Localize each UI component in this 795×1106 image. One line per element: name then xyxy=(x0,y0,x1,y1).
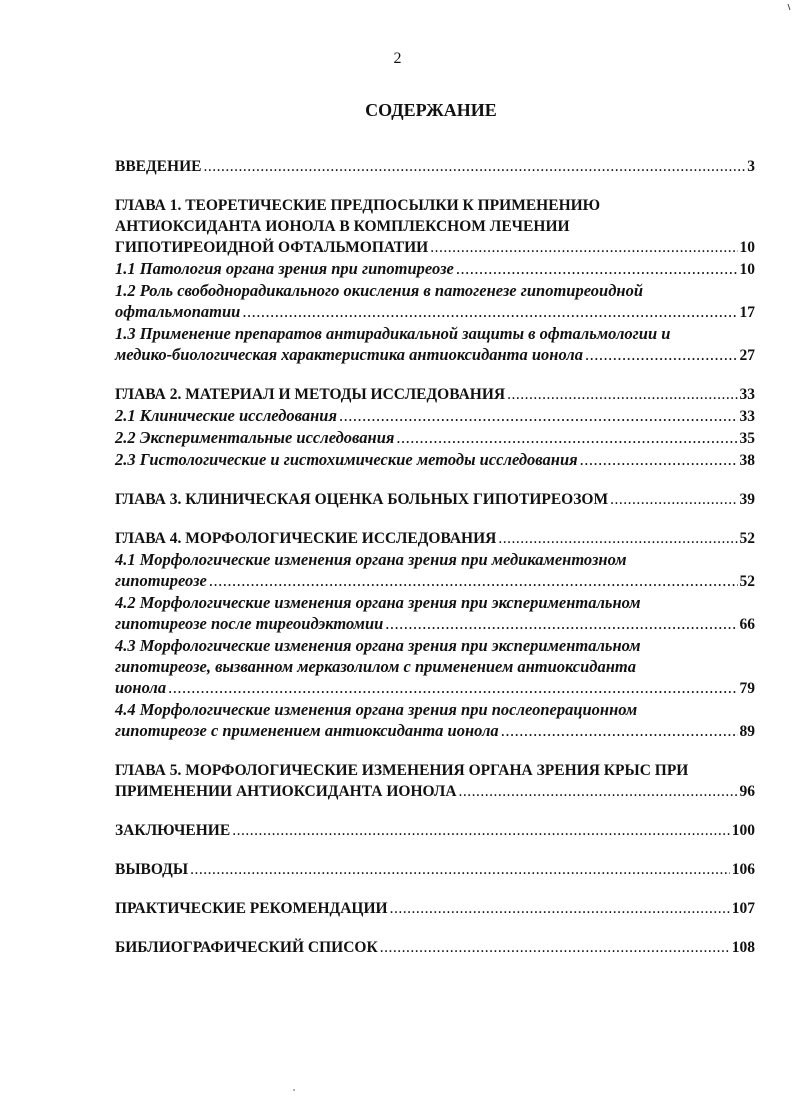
toc-page-number: 35 xyxy=(739,430,755,447)
toc-page-number: 10 xyxy=(739,261,755,278)
toc-page-number: 3 xyxy=(747,158,755,175)
toc-page-number: 33 xyxy=(739,408,755,425)
toc-entry-text: ЗАКЛЮЧЕНИЕ xyxy=(115,822,231,839)
scan-speck xyxy=(788,4,790,10)
toc-entry-text: 1.2 Роль свободнорадикального окисления в патогенезе гипотиреоидной xyxy=(115,281,644,300)
toc-entry-text: 2.1 Клинические исследования xyxy=(115,406,337,425)
toc-entry-text: ВЫВОДЫ xyxy=(115,861,189,878)
toc-entry-text: 2.3 Гистологические и гистохимические методы исследования xyxy=(115,450,578,469)
toc-page-number: 89 xyxy=(739,723,755,740)
toc-page-number: 108 xyxy=(731,939,755,956)
page-number: 2 xyxy=(393,50,402,67)
toc-page-number: 107 xyxy=(731,900,755,917)
toc-entry-text: ГЛАВА 5. МОРФОЛОГИЧЕСКИЕ ИЗМЕНЕНИЯ ОРГАНА ЗРЕНИЯ КРЫС ПРИ xyxy=(115,762,689,779)
toc-page-number: 52 xyxy=(739,573,755,590)
toc-entry-text: 4.3 Морфологические изменения органа зрения при экспериментальном xyxy=(115,636,641,655)
toc-page-number: 106 xyxy=(731,861,755,878)
scan-speck xyxy=(293,1089,295,1091)
toc-entry-text: гипотиреозе, вызванном мерказолилом с применением антиоксиданта xyxy=(115,657,636,676)
toc-entry-text: ГЛАВА 4. МОРФОЛОГИЧЕСКИЕ ИССЛЕДОВАНИЯ xyxy=(115,530,497,547)
toc-page-number: 10 xyxy=(739,239,755,256)
toc-entry-text: БИБЛИОГРАФИЧЕСКИЙ СПИСОК xyxy=(115,939,378,956)
toc-entry-text: 4.1 Морфологические изменения органа зрения при медикаментозном xyxy=(115,550,627,569)
toc-page-number: 38 xyxy=(739,452,755,469)
toc-entry-text: ВВЕДЕНИЕ xyxy=(115,158,202,175)
toc-entry-text: ионола xyxy=(115,678,167,697)
toc-page-number: 39 xyxy=(739,491,755,508)
toc-page-number: 33 xyxy=(739,386,755,403)
toc-entry-text: 2.2 Экспериментальные исследования xyxy=(115,428,395,447)
toc-page-number: 27 xyxy=(739,347,755,364)
toc-entry-text: ГИПОТИРЕОИДНОЙ ОФТАЛЬМОПАТИИ xyxy=(115,239,429,256)
toc-page-number: 17 xyxy=(739,304,755,321)
page-title: СОДЕРЖАНИЕ xyxy=(365,100,497,120)
toc-page-number: 100 xyxy=(731,822,755,839)
toc-entry-text: АНТИОКСИДАНТА ИОНОЛА В КОМПЛЕКСНОМ ЛЕЧЕНИИ xyxy=(115,218,570,235)
toc-entry-text: гипотиреозе xyxy=(115,571,207,590)
toc-page-number: 52 xyxy=(739,530,755,547)
toc-entry-text: ГЛАВА 1. ТЕОРЕТИЧЕСКИЕ ПРЕДПОСЫЛКИ К ПРИМЕНЕНИЮ xyxy=(115,197,601,214)
toc-entry-text: ПРАКТИЧЕСКИЕ РЕКОМЕНДАЦИИ xyxy=(115,900,388,917)
toc-entry-text: ГЛАВА 2. МАТЕРИАЛ И МЕТОДЫ ИССЛЕДОВАНИЯ xyxy=(115,386,506,403)
toc-page-number: 79 xyxy=(739,680,755,697)
toc-entry-text: 4.4 Морфологические изменения органа зрения при послеоперационном xyxy=(115,700,638,719)
toc-entry-text: медико-биологическая характеристика антиоксиданта ионола xyxy=(115,345,584,364)
toc-entry-text: гипотиреозе после тиреоидэктомии xyxy=(115,614,384,633)
toc-entry-text: 4.2 Морфологические изменения органа зрения при экспериментальном xyxy=(115,593,641,612)
toc-page-number: 66 xyxy=(739,616,755,633)
toc-entry-text: ГЛАВА 3. КЛИНИЧЕСКАЯ ОЦЕНКА БОЛЬНЫХ ГИПОТИРЕОЗОМ xyxy=(115,491,609,508)
toc-entry-text: 1.3 Применение препаратов антирадикальной защиты в офтальмологии и xyxy=(115,324,671,343)
toc-entry-text: 1.1 Патология органа зрения при гипотиреозе xyxy=(115,259,454,278)
toc-page-number: 96 xyxy=(739,783,755,800)
toc-entry-text: гипотиреозе с применением антиоксиданта ионола xyxy=(115,721,499,740)
toc-entry-text: ПРИМЕНЕНИИ АНТИОКСИДАНТА ИОНОЛА xyxy=(115,783,457,800)
toc-entry-text: офтальмопатии xyxy=(115,302,241,321)
